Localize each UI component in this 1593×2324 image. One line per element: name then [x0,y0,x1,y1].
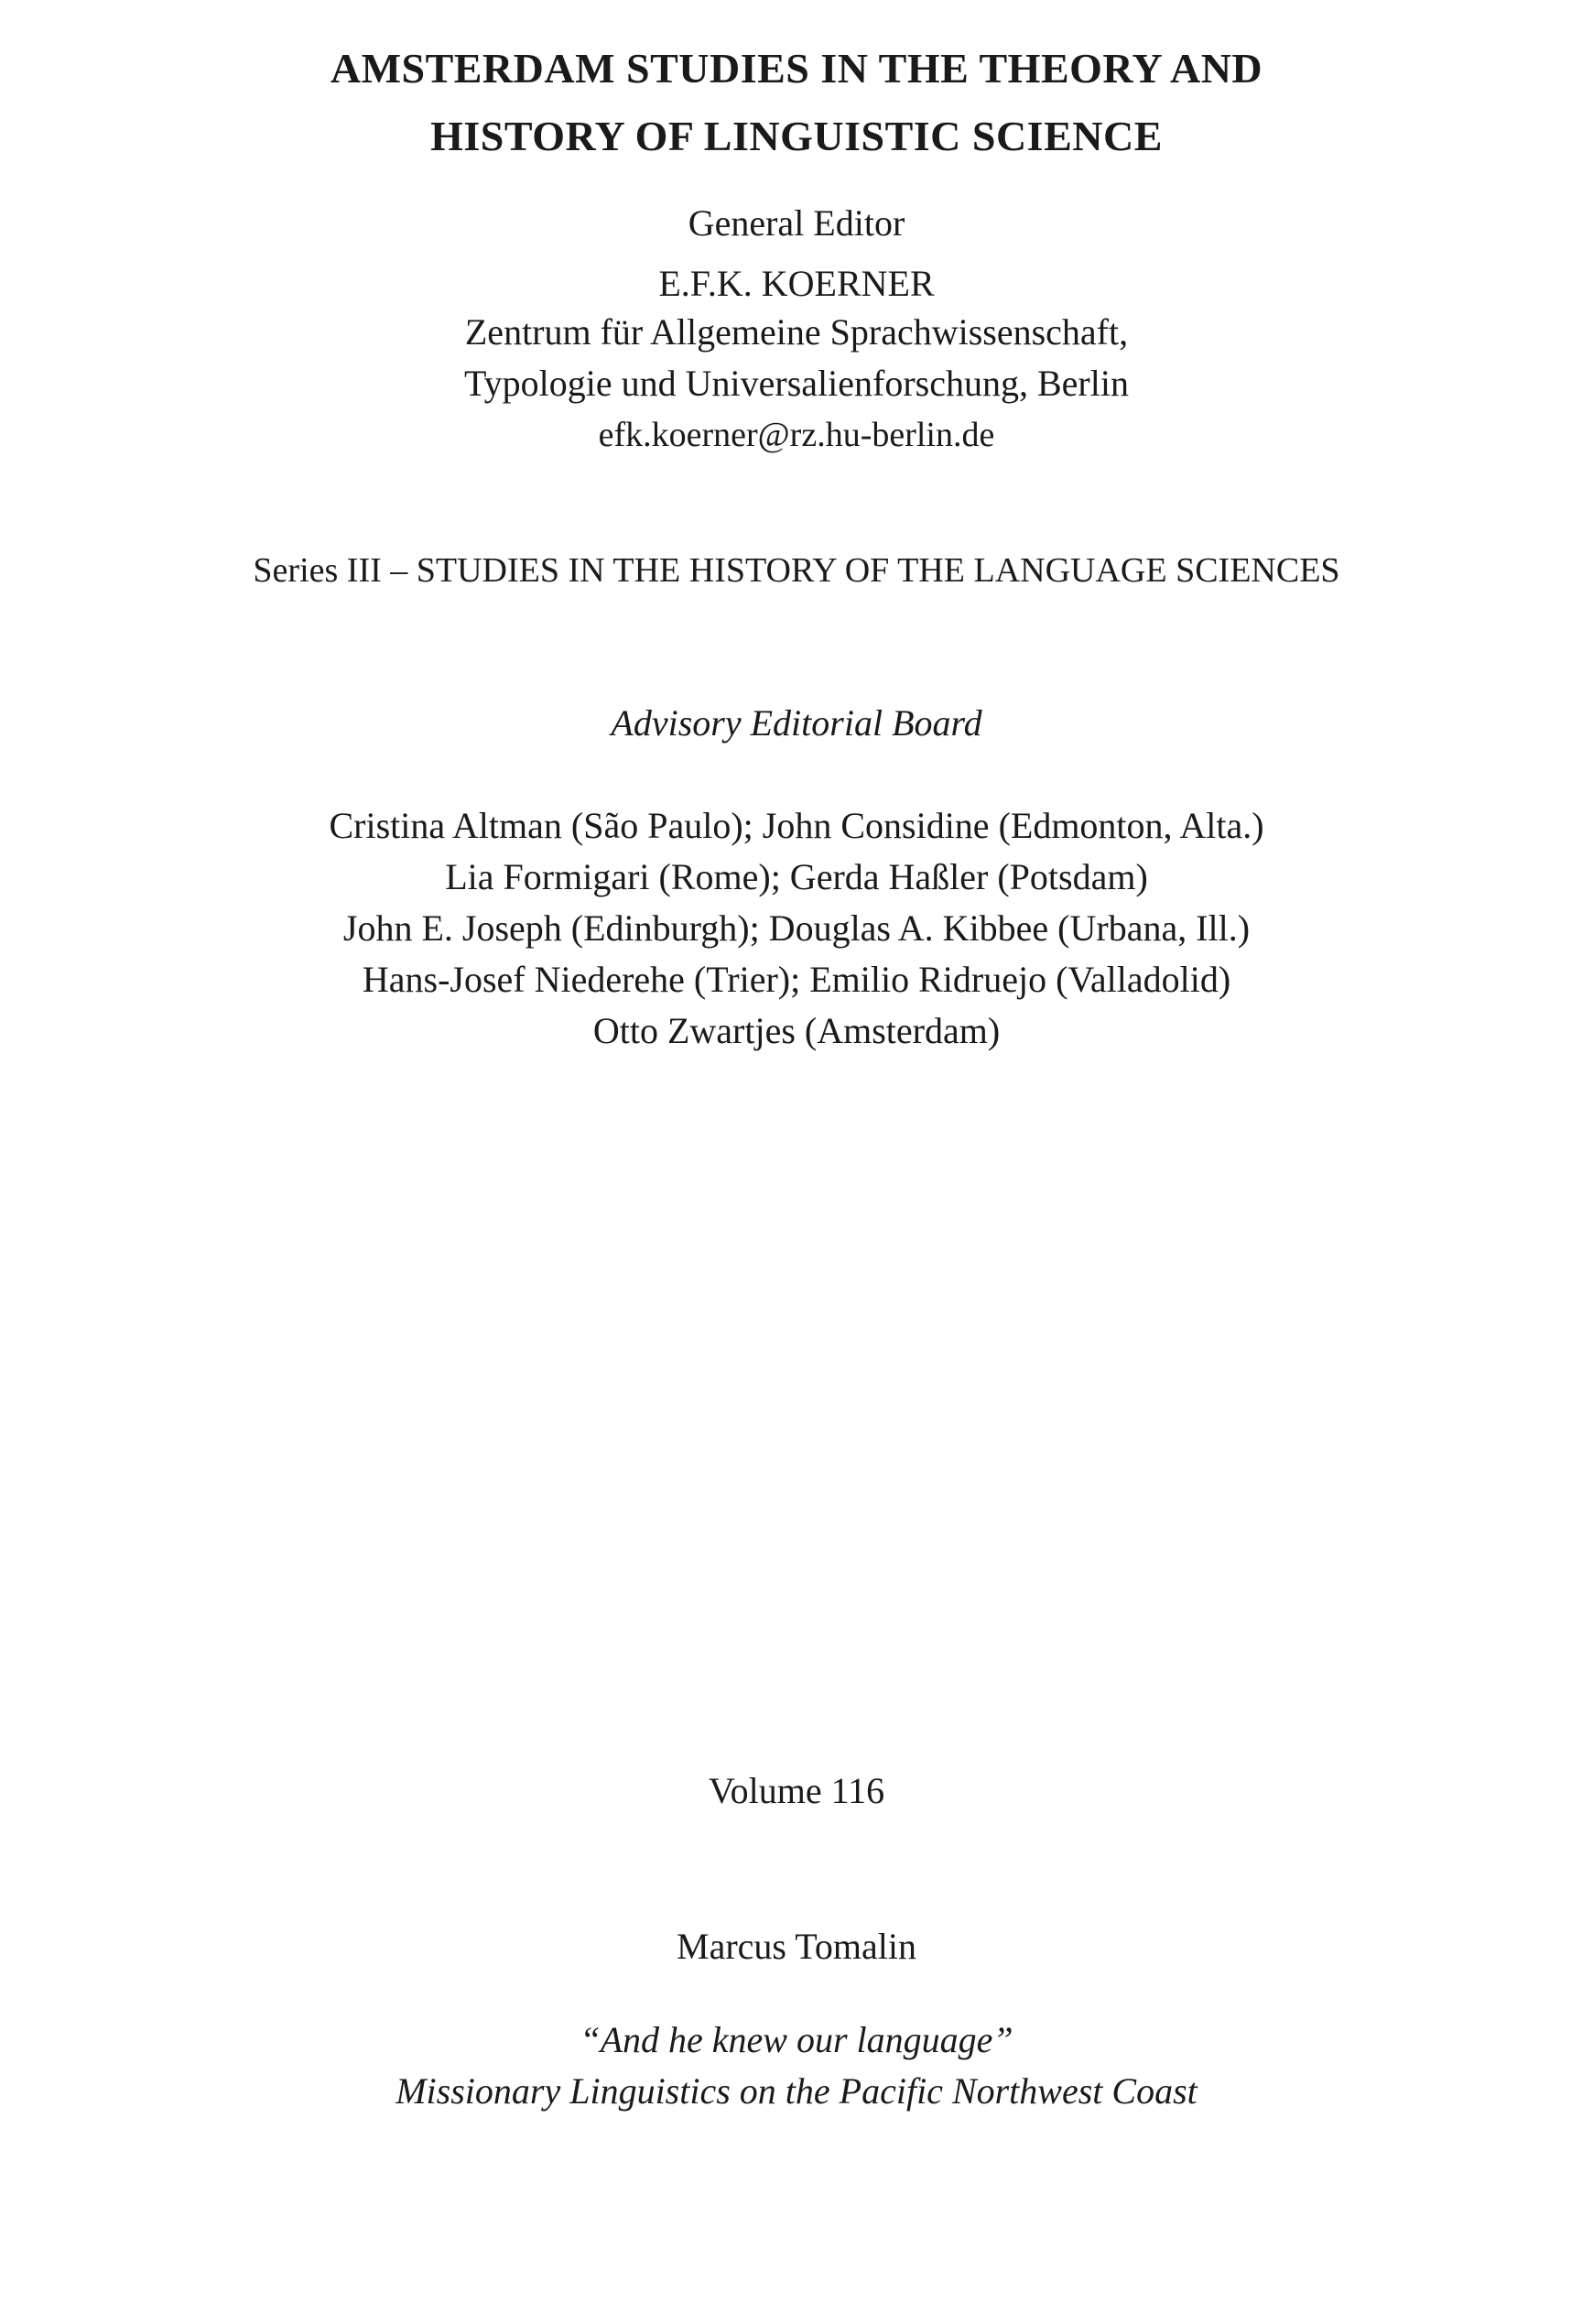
advisory-board-heading: Advisory Editorial Board [611,702,982,744]
book-title-line-1: “And he knew our language” [580,2019,1013,2060]
general-editor-name: E.F.K. KOERNER [658,263,935,304]
general-editor-affiliation-line-1: Zentrum für Allgemeine Sprachwissenschaft, [464,311,1129,353]
series-title-line-1: AMSTERDAM STUDIES IN THE THEORY AND [330,45,1263,92]
advisory-board-member-line: Otto Zwartjes (Amsterdam) [592,1010,1001,1051]
general-editor-heading: General Editor [688,202,905,244]
general-editor-email: efk.koerner@rz.hu-berlin.de [598,416,995,454]
advisory-board-member-line: Cristina Altman (São Paulo); John Considine (Edmonton, Alta.) [329,805,1264,846]
advisory-board-member-line: Lia Formigari (Rome); Gerda Haßler (Potsdam) [445,856,1148,897]
advisory-board-member-line: John E. Joseph (Edinburgh); Douglas A. Kibbee (Urbana, Ill.) [342,907,1251,949]
author-name: Marcus Tomalin [677,1926,916,1967]
general-editor-affiliation-line-2: Typologie und Universalienforschung, Berlin [464,363,1129,404]
book-title-line-2: Missionary Linguistics on the Pacific Northwest Coast [396,2070,1197,2112]
advisory-board-member-line: Hans-Josef Niederehe (Trier); Emilio Ridruejo (Valladolid) [362,959,1231,1000]
series-subtitle: Series III – STUDIES IN THE HISTORY OF THE LANGUAGE SCIENCES [253,551,1340,590]
volume-number: Volume 116 [708,1770,885,1811]
series-title-line-2: HISTORY OF LINGUISTIC SCIENCE [430,113,1163,159]
